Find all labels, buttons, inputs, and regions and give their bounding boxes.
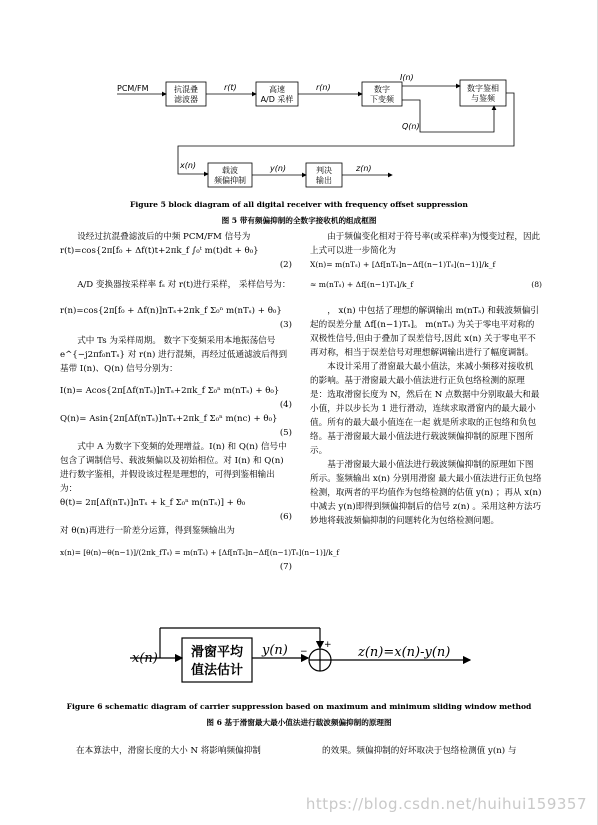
fig6-input-label: x(n) <box>132 651 158 666</box>
fig5-adc-label-2: A/D 采样 <box>260 95 294 104</box>
equation-8b-body: ≈ m(nTₛ) + Δf[(n−1)Tₛ]/k_f <box>310 280 414 289</box>
equation-4: I(n)= Acos{2π[Δf(nTₛ)]nTₛ+2πk_f Σ₀ⁿ m(nTₛ) + θ₀} <box>60 386 280 396</box>
left-para-3: 式中 Ts 为采样周期。 数字下变频采用本地振荡信号 e^{−j2πf₀nTₛ} 对 r(n) 进行混频，再经过低通滤波后得到基带 I(n)、Q(n) 信号分别为： <box>60 336 288 374</box>
fig6-box-label-1: 滑窗平均 <box>190 645 244 660</box>
left-para-1: 设经过抗混叠滤波后的中频 PCM/FM 信号为 <box>77 232 251 242</box>
fig6-plus-sign: + <box>324 640 332 650</box>
right-para-4: 基于滑窗最大最小值法进行载波频偏抑制的原理如下图所示。鉴频输出 x(n) 分别用滑窗 最大最小值法进行正负包络检测，取两者的平均值作为包络检测的估值 y(n) ；再从 x(n) 中减去 y(n)即得到频偏抑制后的信号 z(n) 。采用这种方法巧妙地将载波频偏抑制的问题转化为包络检测问题。 <box>310 460 542 526</box>
equation-6-number: (6) <box>279 512 292 522</box>
left-para-2: A/D 变换器按采样率 fₛ 对 r(t)进行采样， 采样信号为： <box>77 280 291 290</box>
fig5-sig-rn: r(n) <box>316 83 331 92</box>
equation-5: Q(n)= Asin{2π[Δf(nTₛ)]nTₛ+2πk_f Σ₀ⁿ m(nc) + θ₀} <box>60 414 278 424</box>
fig6-estimator-box <box>182 638 252 682</box>
fig5-sig-z: z(n) <box>356 164 372 173</box>
fig5-phase-label-2: 与鉴频 <box>471 94 495 103</box>
fig6-mid-label: y(n) <box>262 643 288 658</box>
fig5-sig-i: I(n) <box>400 73 414 82</box>
fig5-antialias-label-1: 抗混叠 <box>174 85 198 94</box>
fig5-adc-label-1: 高速 <box>269 85 285 94</box>
fig5-judge-label-2: 输出 <box>316 176 332 185</box>
equation-3-number: (3) <box>279 320 292 330</box>
fig5-caption-en: Figure 5 block diagram of all digital receiver with frequency offset suppression <box>130 200 468 209</box>
equation-6: θ(t)= 2π[Δf(nTₛ)]nTₛ + k_f Σ₀ⁿ m(nTₛ)] + θ₀ <box>60 498 246 508</box>
left-para-4: 式中 A 为数字下变频的处理增益。I(n) 和 Q(n) 信号中包含了调制信号、载波频偏以及初始相位。对 I(n) 和 Q(n) 进行数字鉴相，并假设该过程是理想的，可得到鉴相输出为： <box>60 442 287 494</box>
right-para-3: 本设计采用了滑窗最大最小值法，来减小频移对接收机的影响。基于滑窗最大最小值法进行正负包络检测的原理是：选取滑窗长度为 N，然后在 N 点数据中分别取最大和最小值，并以步长为 1 进行滑动，连续求取滑窗内的最大最小值。所有的最大最小值连在一起 就是所求取的正包络和负包络。基于滑窗最大最小值法进行载波频偏抑制的原理下图所示。 <box>310 362 540 456</box>
equation-3: r(n)=cos{2π[f₀ + Δf(n)]nTₛ+2πk_f Σ₀ⁿ m(nTₛ) + θ₀} <box>60 306 282 316</box>
fig5-input-label: PCM/FM <box>117 84 149 93</box>
equation-8-number: (8) <box>531 280 542 289</box>
equation-2 <box>60 244 292 258</box>
fig6-sum-node <box>309 649 331 671</box>
watermark: https://blog.csdn.net/huihui159357 <box>305 795 587 813</box>
fig5-feedback-path <box>178 93 514 174</box>
fig6-caption-zh: 图 6 基于滑窗最大最小值法进行载波频偏抑制的原理图 <box>206 718 392 727</box>
equation-8a: X(n)= m(nTₛ) + [Δf[nTₛ]n−Δf[(n−1)Tₛ](n−1)]/k_f <box>310 260 496 269</box>
equation-5-number: (5) <box>279 428 292 438</box>
fig5-carrier-label-2: 频偏抑制 <box>214 176 246 185</box>
fig5-judge-label-1: 判决 <box>316 166 332 175</box>
bottom-left-text: 在本算法中，滑窗长度的大小 N 将影响频偏抑制 <box>76 746 261 756</box>
left-para-5: 对 θ(n)再进行一阶差分运算，得到鉴频输出为 <box>60 526 235 536</box>
fig6-caption-en: Figure 6 schematic diagram of carrier suppression based on maximum and minimum sliding window method <box>66 702 532 711</box>
fig5-antialias-label-2: 滤波器 <box>174 95 198 104</box>
right-para-1: 由于频偏变化相对于符号率(或采样率)为慢变过程，因此上式可以进一步简化为 <box>310 232 541 256</box>
fig5-sig-x: x(n) <box>180 161 197 170</box>
fig6-box-label-2: 值法估计 <box>190 663 244 678</box>
equation-2-body: r(t)=cos{2π[f₀ + Δf(t)t+2πk_f ∫₀ᵗ m(t)dt + θ₀} <box>60 246 259 256</box>
fig5-ddc-label-1: 数字 <box>374 85 390 94</box>
fig5-caption-zh: 图 5 带有频偏抑制的全数字接收机的组成框图 <box>221 216 377 225</box>
figure5-diagram <box>0 0 598 200</box>
fig5-sig-r: r(t) <box>224 83 237 92</box>
bottom-right-text: 的效果。频偏抑制的好坏取决于包络检测值 y(n) 与 <box>322 746 517 756</box>
fig5-ddc-label-2: 下变频 <box>370 95 394 104</box>
equation-7: x(n)= [θ(n)−θ(n−1)]/(2πk_fTₛ) = m(nTₛ) + [Δf[nTₛ]n−Δf[(n−1)Tₛ](n−1)]/k_f <box>60 548 340 557</box>
fig5-sig-q: Q(n) <box>402 122 420 131</box>
equation-4-number: (4) <box>279 400 292 410</box>
right-para-2: ， x(n) 中包括了理想的解调输出 m(nTₛ) 和载波频偏引起的误差分量 Δf[(n−1)Tₛ]。 m(nTₛ) 为关于零电平对称的双极性信号,但由于叠加了误差信号,因此 x(n) 关于零电平不再对称，相当于误差信号对理想解调输出进行了幅度调制。 <box>310 306 539 358</box>
fig5-sig-y: y(n) <box>270 164 287 173</box>
fig6-output-label: z(n)=x(n)-y(n) <box>358 645 451 660</box>
equation-2-number: (2) <box>279 260 292 270</box>
fig5-carrier-label-1: 载波 <box>222 166 238 175</box>
left-column <box>60 230 340 574</box>
equation-8b <box>310 278 542 292</box>
right-column <box>310 230 542 528</box>
equation-7-number: (7) <box>279 562 292 572</box>
fig6-minus-sign: − <box>300 647 308 657</box>
fig5-phase-label-1: 数字鉴相 <box>467 84 499 93</box>
